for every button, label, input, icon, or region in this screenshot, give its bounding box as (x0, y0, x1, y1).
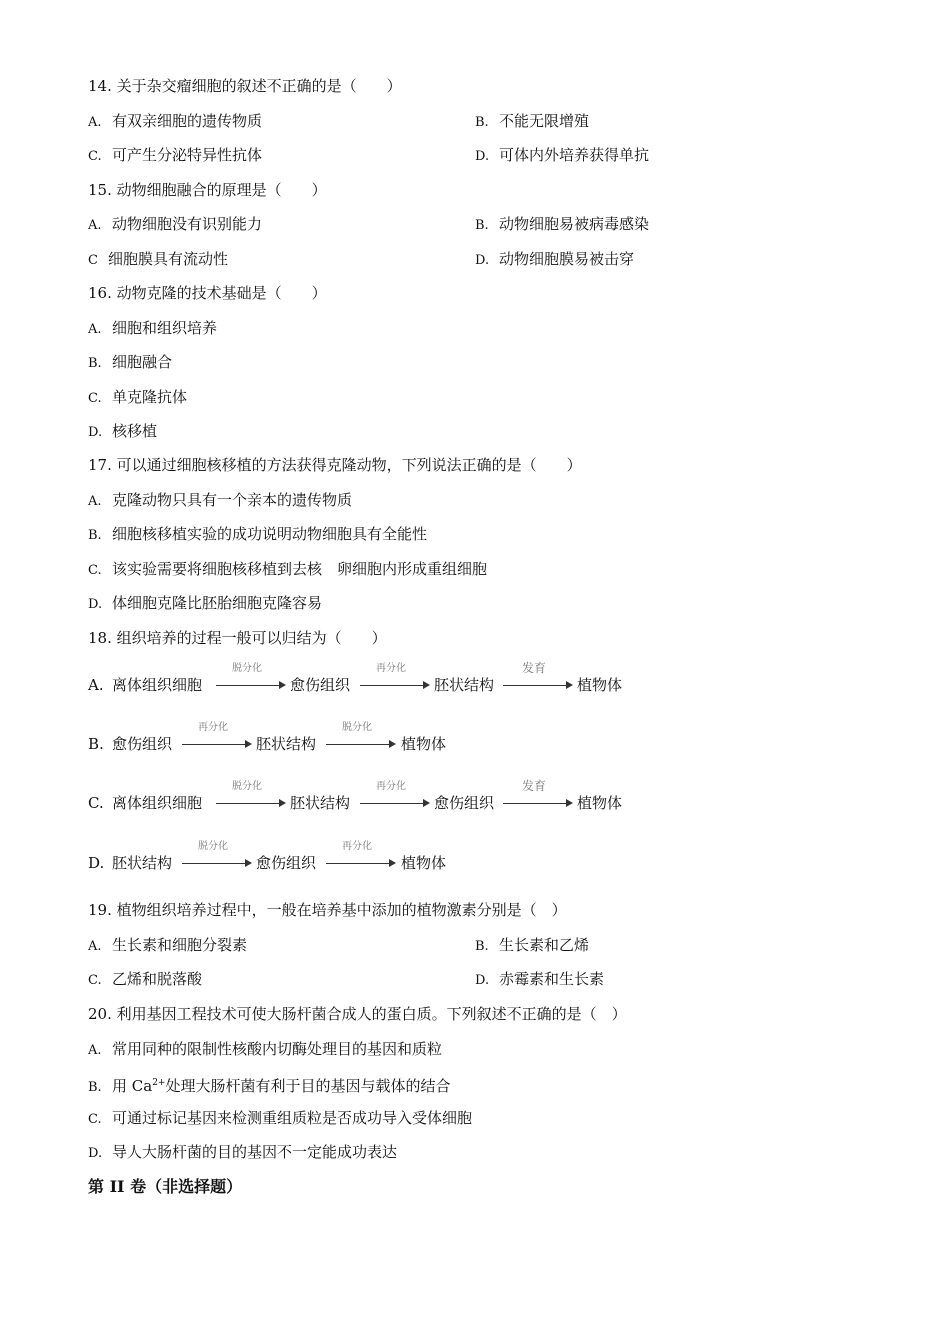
q18-b-arrow-2: 脱分化 (326, 734, 396, 754)
q18-a-term-3: 胚状结构 (434, 676, 495, 694)
q15-option-b: B. 动物细胞易被病毒感染 (475, 215, 650, 233)
q14-option-c: C. 可产生分泌特异性抗体 (88, 146, 263, 164)
q18-b-term-3: 植物体 (401, 735, 447, 753)
q18-d-letter: D. (88, 854, 105, 872)
question-16-stem: 16. 动物克隆的技术基础是（ ） (88, 284, 327, 302)
q18-c-term-3: 愈伤组织 (434, 794, 495, 812)
q18-b-letter: B. (88, 735, 104, 753)
q18-a-term-4: 植物体 (577, 676, 623, 694)
q17-option-d: D. 体细胞克隆比胚胎细胞克隆容易 (88, 594, 323, 612)
q15-option-c: C 细胞膜具有流动性 (88, 250, 229, 268)
question-15-stem: 15. 动物细胞融合的原理是（ ） (88, 181, 327, 199)
q20-option-d: D. 导人大肠杆菌的目的基因不一定能成功表达 (88, 1143, 398, 1161)
q14-option-d: D. 可体内外培养获得单抗 (475, 146, 650, 164)
q20-option-c: C. 可通过标记基因来检测重组质粒是否成功导入受体细胞 (88, 1109, 473, 1127)
q18-c-arrow-1: 脱分化 (216, 793, 286, 813)
question-14-stem: 14. 关于杂交瘤细胞的叙述不正确的是（ ） (88, 77, 402, 95)
q16-option-b: B. 细胞融合 (88, 353, 173, 371)
q18-b-term-1: 愈伤组织 (112, 735, 173, 753)
q18-a-letter: A. (88, 676, 104, 694)
question-20-stem: 20. 利用基因工程技术可使大肠杆菌合成人的蛋白质。下列叙述不正确的是（ ） (88, 1005, 627, 1023)
q17-option-c: C. 该实验需要将细胞核移植到去核 卵细胞内形成重组细胞 (88, 560, 488, 578)
q17-option-a: A. 克隆动物只具有一个亲本的遗传物质 (88, 491, 353, 509)
q17-option-b: B. 细胞核移植实验的成功说明动物细胞具有全能性 (88, 525, 428, 543)
q18-b-arrow-1: 再分化 (182, 734, 252, 754)
q16-option-c: C. 单克隆抗体 (88, 388, 188, 406)
q18-c-letter: C. (88, 794, 104, 812)
q18-a-arrow-3: 发育 (503, 675, 573, 695)
q19-option-b: B. 生长素和乙烯 (475, 936, 590, 954)
q18-b-term-2: 胚状结构 (256, 735, 317, 753)
q18-c-term-4: 植物体 (577, 794, 623, 812)
q19-option-c: C. 乙烯和脱落酸 (88, 970, 203, 988)
q18-d-arrow-1: 脱分化 (182, 853, 252, 873)
q18-d-term-1: 胚状结构 (112, 854, 173, 872)
q14-option-b: B. 不能无限增殖 (475, 112, 590, 130)
q19-option-a: A. 生长素和细胞分裂素 (88, 936, 248, 954)
q14-option-a: A. 有双亲细胞的遗传物质 (88, 112, 263, 130)
q16-option-d: D. 核移植 (88, 422, 158, 440)
q18-c-arrow-2: 再分化 (360, 793, 430, 813)
q18-a-arrow-1: 脱分化 (216, 675, 286, 695)
q18-c-term-2: 胚状结构 (290, 794, 351, 812)
q18-d-term-3: 植物体 (401, 854, 447, 872)
q19-option-d: D. 赤霉素和生长素 (475, 970, 605, 988)
q18-c-term-1: 离体组织细胞 (112, 794, 203, 812)
section-title: 第 II 卷（非选择题） (88, 1177, 243, 1196)
q18-c-arrow-3: 发育 (503, 793, 573, 813)
q16-option-a: A. 细胞和组织培养 (88, 319, 218, 337)
q15-option-d: D. 动物细胞膜易被击穿 (475, 250, 635, 268)
q18-a-term-1: 离体组织细胞 (112, 676, 203, 694)
q18-a-term-2: 愈伤组织 (290, 676, 351, 694)
q20-option-a: A. 常用同种的限制性核酸内切酶处理目的基因和质粒 (88, 1040, 443, 1058)
q18-d-arrow-2: 再分化 (326, 853, 396, 873)
q20-option-b: B. 用 $Ca^{2+}$处理大肠杆菌有利于目的基因与载体的结合 (88, 1077, 451, 1095)
question-18-stem: 18. 组织培养的过程一般可以归结为（ ） (88, 629, 387, 647)
question-19-stem: 19. 植物组织培养过程中，一般在培养基中添加的植物激素分别是（ ） (88, 901, 567, 919)
question-17-stem: 17. 可以通过细胞核移植的方法获得克隆动物，下列说法正确的是（ ） (88, 456, 582, 474)
q18-a-arrow-2: 再分化 (360, 675, 430, 695)
q15-option-a: A. 动物细胞没有识别能力 (88, 215, 263, 233)
q18-d-term-2: 愈伤组织 (256, 854, 317, 872)
